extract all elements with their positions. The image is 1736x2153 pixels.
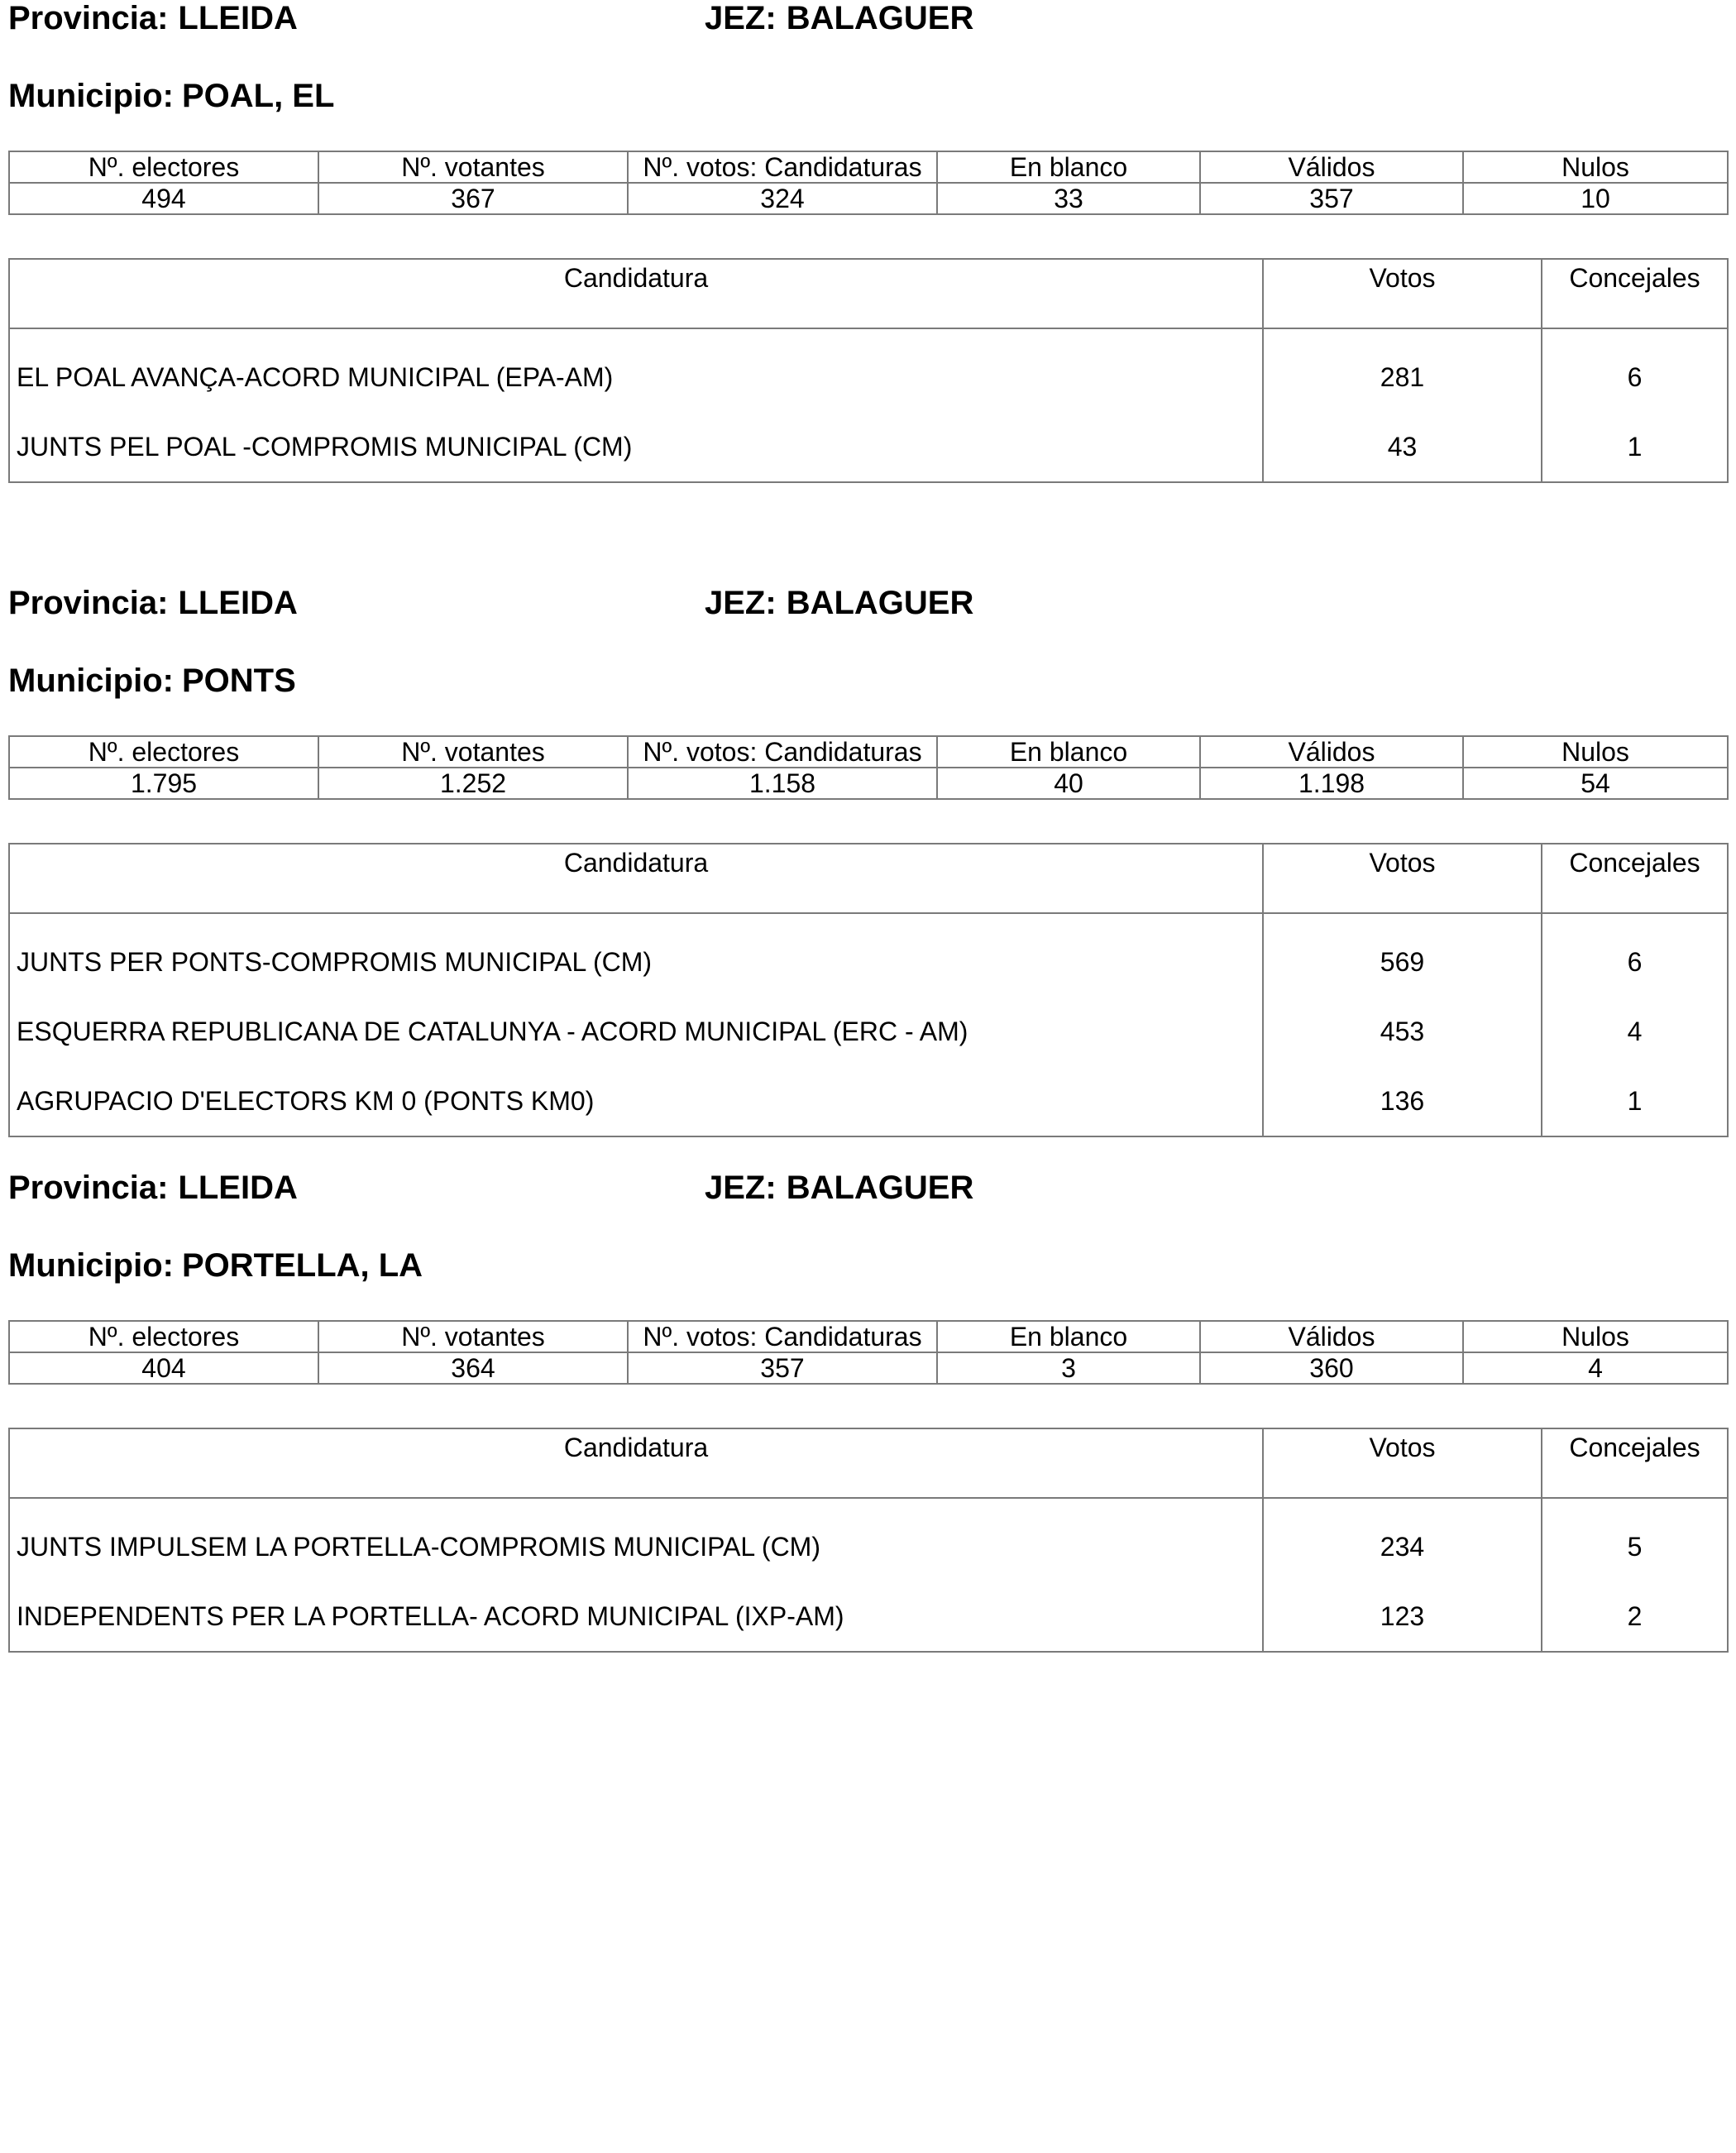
- concejales-value: 2: [1542, 1581, 1728, 1652]
- concejales-value: 4: [1542, 997, 1728, 1066]
- stats-value-cell: 1.795: [9, 768, 318, 799]
- stats-header-cell: En blanco: [937, 1321, 1200, 1352]
- stats-value-cell: 1.158: [628, 768, 937, 799]
- votos-header: Votos: [1263, 844, 1542, 913]
- candidaturas-table: [8, 843, 1729, 1137]
- candidatura-name: JUNTS IMPULSEM LA PORTELLA-COMPROMIS MUNICIPAL (CM): [9, 1498, 1263, 1581]
- votos-value: 281: [1263, 328, 1542, 412]
- stats-value-cell: 360: [1200, 1352, 1463, 1384]
- block-header: [8, 1170, 1727, 1213]
- stats-table: [8, 151, 1729, 215]
- table-row: [9, 913, 1728, 997]
- votos-value: 43: [1263, 412, 1542, 482]
- stats-value-cell: 3: [937, 1352, 1200, 1384]
- stats-header-cell: En blanco: [937, 736, 1200, 768]
- stats-header-cell: Nº. votos: Candidaturas: [628, 1321, 937, 1352]
- candidatura-name: AGRUPACIO D'ELECTORS KM 0 (PONTS KM0): [9, 1066, 1263, 1136]
- concejales-value: 6: [1542, 913, 1728, 997]
- candidaturas-header-row: [9, 844, 1728, 913]
- stats-value-row: [9, 768, 1728, 799]
- candidatura-name: JUNTS PER PONTS-COMPROMIS MUNICIPAL (CM): [9, 913, 1263, 997]
- stats-header-cell: Válidos: [1200, 1321, 1463, 1352]
- provincia-heading: Provincia: LLEIDA: [8, 1170, 298, 1206]
- stats-header-cell: Nº. electores: [9, 1321, 318, 1352]
- candidaturas-table: [8, 1428, 1729, 1653]
- table-row: [9, 1066, 1728, 1136]
- provincia-heading: Provincia: LLEIDA: [8, 585, 298, 621]
- concejales-value: 6: [1542, 328, 1728, 412]
- candidaturas-table: [8, 258, 1729, 483]
- votos-value: 234: [1263, 1498, 1542, 1581]
- stats-value-cell: 357: [1200, 183, 1463, 214]
- stats-header-cell: Nº. votos: Candidaturas: [628, 151, 937, 183]
- candidatura-header: Candidatura: [9, 259, 1263, 328]
- stats-value-cell: 40: [937, 768, 1200, 799]
- votos-value: 453: [1263, 997, 1542, 1066]
- stats-value-cell: 10: [1463, 183, 1728, 214]
- table-row: [9, 1581, 1728, 1652]
- stats-value-cell: 494: [9, 183, 318, 214]
- stats-header-cell: Nulos: [1463, 151, 1728, 183]
- jez-heading: JEZ: BALAGUER: [705, 585, 974, 621]
- concejales-header: Concejales: [1542, 844, 1728, 913]
- stats-header-cell: Nº. votos: Candidaturas: [628, 736, 937, 768]
- stats-value-cell: 1.198: [1200, 768, 1463, 799]
- municipality-block: [8, 0, 1727, 462]
- stats-header-row: [9, 151, 1728, 183]
- votos-header: Votos: [1263, 259, 1542, 328]
- table-row: [9, 1498, 1728, 1581]
- stats-value-cell: 364: [318, 1352, 628, 1384]
- municipality-block: [8, 585, 1727, 1116]
- stats-table: [8, 735, 1729, 800]
- stats-value-cell: 367: [318, 183, 628, 214]
- candidatura-name: ESQUERRA REPUBLICANA DE CATALUNYA - ACORD MUNICIPAL (ERC - AM): [9, 997, 1263, 1066]
- table-row: [9, 997, 1728, 1066]
- concejales-value: 1: [1542, 412, 1728, 482]
- candidatura-header: Candidatura: [9, 844, 1263, 913]
- candidatura-name: EL POAL AVANÇA-ACORD MUNICIPAL (EPA-AM): [9, 328, 1263, 412]
- table-row: [9, 412, 1728, 482]
- stats-header-cell: Nº. electores: [9, 736, 318, 768]
- municipio-heading: Municipio: PORTELLA, LA: [8, 1247, 423, 1284]
- stats-header-cell: Nº. votantes: [318, 736, 628, 768]
- provincia-heading: Provincia: LLEIDA: [8, 0, 298, 36]
- stats-header-cell: Nº. electores: [9, 151, 318, 183]
- stats-value-cell: 4: [1463, 1352, 1728, 1384]
- municipio-heading: Municipio: PONTS: [8, 663, 296, 699]
- stats-value-cell: 357: [628, 1352, 937, 1384]
- block-header: [8, 0, 1727, 43]
- stats-value-cell: 54: [1463, 768, 1728, 799]
- concejales-value: 1: [1542, 1066, 1728, 1136]
- votos-value: 569: [1263, 913, 1542, 997]
- candidatura-name: JUNTS PEL POAL -COMPROMIS MUNICIPAL (CM): [9, 412, 1263, 482]
- municipality-block: [8, 1170, 1727, 1631]
- block-header: [8, 585, 1727, 628]
- candidaturas-header-row: [9, 1428, 1728, 1498]
- stats-value-cell: 1.252: [318, 768, 628, 799]
- stats-header-cell: Válidos: [1200, 151, 1463, 183]
- votos-value: 123: [1263, 1581, 1542, 1652]
- stats-header-cell: Nulos: [1463, 736, 1728, 768]
- candidatura-header: Candidatura: [9, 1428, 1263, 1498]
- jez-heading: JEZ: BALAGUER: [705, 0, 974, 36]
- stats-value-cell: 404: [9, 1352, 318, 1384]
- stats-header-cell: Válidos: [1200, 736, 1463, 768]
- municipio-heading: Municipio: POAL, EL: [8, 78, 335, 114]
- stats-table: [8, 1320, 1729, 1385]
- stats-value-cell: 33: [937, 183, 1200, 214]
- stats-value-row: [9, 1352, 1728, 1384]
- concejales-value: 5: [1542, 1498, 1728, 1581]
- stats-header-row: [9, 736, 1728, 768]
- concejales-header: Concejales: [1542, 1428, 1728, 1498]
- table-row: [9, 328, 1728, 412]
- stats-header-cell: Nº. votantes: [318, 1321, 628, 1352]
- stats-header-cell: En blanco: [937, 151, 1200, 183]
- stats-header-cell: Nº. votantes: [318, 151, 628, 183]
- candidatura-name: INDEPENDENTS PER LA PORTELLA- ACORD MUNICIPAL (IXP-AM): [9, 1581, 1263, 1652]
- stats-value-cell: 324: [628, 183, 937, 214]
- concejales-header: Concejales: [1542, 259, 1728, 328]
- jez-heading: JEZ: BALAGUER: [705, 1170, 974, 1206]
- votos-value: 136: [1263, 1066, 1542, 1136]
- stats-header-row: [9, 1321, 1728, 1352]
- candidaturas-header-row: [9, 259, 1728, 328]
- votos-header: Votos: [1263, 1428, 1542, 1498]
- stats-value-row: [9, 183, 1728, 214]
- stats-header-cell: Nulos: [1463, 1321, 1728, 1352]
